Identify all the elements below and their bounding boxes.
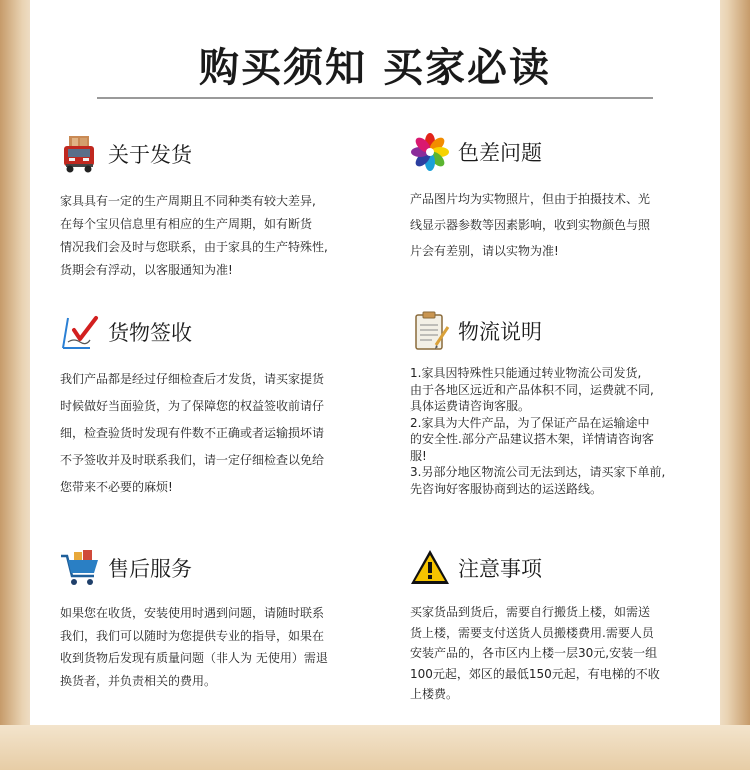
section-aftersales-header [60, 548, 192, 588]
text-line: 时候做好当面验货，为了保障您的权益签收前请仔 [60, 399, 325, 413]
text-line: 家具具有一定的生产周期且不同种类有较大差异, [60, 194, 316, 208]
text-line: 我们产品都是经过仔细检查后才发货，请买家提货 [60, 372, 325, 386]
section-aftersales-body [60, 602, 328, 692]
text-line: 换货者，并负责相关的费用。 [60, 673, 217, 688]
section-logistics-body [410, 365, 665, 497]
text-line: 收到货物后发现有质量问题（非人为 无使用）需退 [60, 651, 328, 665]
section-receipt-body [60, 366, 324, 501]
clipboard-icon [410, 311, 450, 351]
page-title: 购买须知 买家必读 [199, 45, 551, 91]
text-line: 由于各地区远近和产品体积不同，运费就不同, [410, 382, 654, 397]
text-line: 在每个宝贝信息里有相应的生产周期，如有断货 [60, 217, 313, 231]
section-logistics-header [410, 311, 542, 351]
text-line: 买家货品到货后，需要自行搬货上楼，如需送 [410, 605, 651, 619]
bottom-band [0, 725, 750, 770]
warning-icon [410, 548, 450, 588]
text-line: 不予签收并及时联系我们，请一定仔细检查以免给 [60, 453, 325, 467]
text-line: 片会有差别，请以实物为准! [410, 244, 559, 258]
section-shipping-body [60, 190, 328, 282]
section-receipt-header [60, 312, 192, 352]
section-notice-body [410, 602, 660, 705]
section-color-title: 色差问题 [458, 141, 542, 165]
text-line: 您带来不必要的麻烦! [60, 480, 173, 494]
text-line: 我们，我们可以随时为您提供专业的指导，如果在 [60, 628, 325, 643]
text-line: 安装产品的，各市区内上楼一层30元,安装一组 [410, 646, 658, 660]
title-divider [97, 97, 653, 99]
shopping-cart-icon [60, 548, 100, 588]
text-line: 3.另部分地区物流公司无法到达，请买家下单前, [410, 465, 666, 479]
section-notice-header [410, 548, 542, 588]
section-shipping-title: 关于发货 [108, 143, 192, 167]
text-line: 2.家具为大件产品，为了保证产品在运输途中 [410, 415, 650, 430]
text-line: 具体运费请咨询客服。 [410, 399, 531, 413]
section-notice-title: 注意事项 [458, 557, 542, 581]
text-line: 先咨询好客服协商到达的运送路线。 [410, 481, 603, 496]
text-line: 货上楼，需要支付送货人员搬楼费用.需要人员 [410, 625, 654, 640]
truck-icon [60, 134, 100, 174]
text-line: 上楼费。 [410, 687, 459, 701]
text-line: 情况我们会及时与您联系，由于家具的生产特殊性, [60, 240, 328, 254]
text-line: 细，检查验货时发现有件数不正确或者运输损坏请 [60, 426, 325, 440]
color-wheel-icon [410, 132, 450, 172]
text-line: 如果您在收货，安装使用时遇到问题，请随时联系 [60, 606, 325, 620]
text-line: 服! [410, 448, 427, 463]
section-logistics-title: 物流说明 [458, 320, 542, 344]
section-color-body [410, 186, 650, 264]
checkmark-signature-icon [60, 312, 100, 352]
section-shipping-header [60, 134, 192, 174]
text-line: 线显示器参数等因素影响，收到实物颜色与照 [410, 218, 651, 232]
text-line: 1.家具因特殊性只能通过转业物流公司发货, [410, 366, 642, 380]
section-aftersales-title: 售后服务 [108, 557, 192, 581]
text-line: 货期会有浮动，以客服通知为准! [60, 263, 233, 277]
text-line: 产品图片均为实物照片，但由于拍摄技术、光 [410, 192, 651, 206]
text-line: 的安全性.部分产品建议搭木架，详情请咨询客 [410, 432, 654, 446]
section-color-header [410, 132, 542, 172]
text-line: 100元起，郊区的最低150元起，有电梯的不收 [410, 666, 660, 681]
section-receipt-title: 货物签收 [108, 321, 192, 345]
